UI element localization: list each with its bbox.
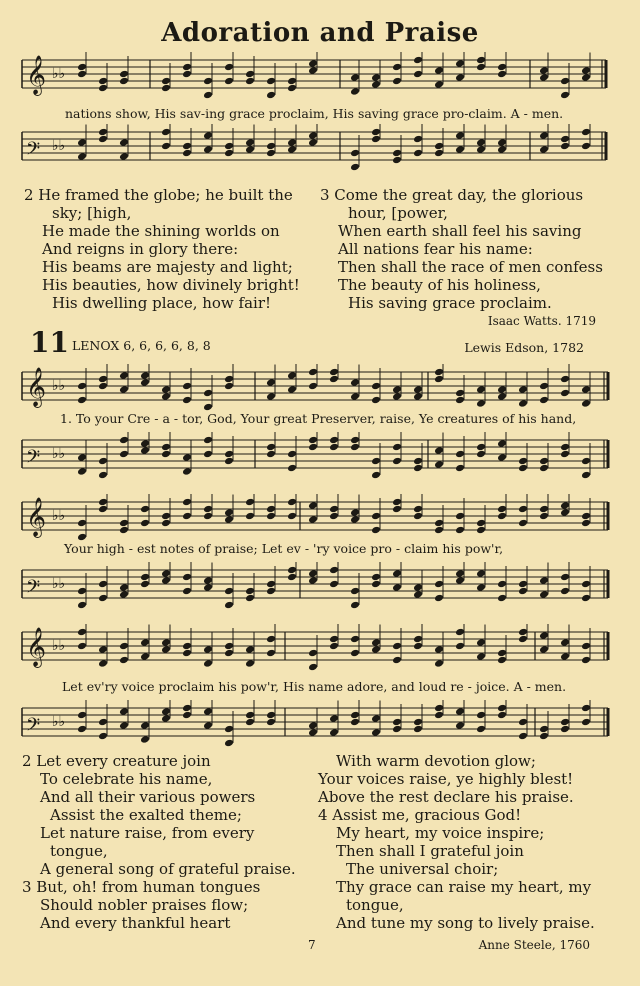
verse-line: His beams are majesty and light; (42, 258, 293, 276)
verse-line: To celebrate his name, (40, 770, 213, 788)
verse-line: A general song of grateful praise. (40, 860, 296, 878)
verse-line: He made the shining worlds on (42, 222, 280, 240)
svg-text:𝄢: 𝄢 (26, 139, 41, 164)
verse-line: And every thankful heart (40, 914, 231, 932)
verse-line: Then shall the race of men confess (338, 258, 603, 276)
verse-line: Should nobler praises flow; (40, 896, 249, 914)
hymn10-lyric-line: nations show, His sav-ing grace proclaim, His saving grace pro-claim. A - men. (65, 106, 564, 121)
hymn10-music-bass (0, 124, 640, 176)
svg-text:♭♭: ♭♭ (52, 446, 66, 462)
hymn11-verses-left (22, 752, 322, 932)
svg-text:♭♭: ♭♭ (52, 378, 66, 394)
hymn11-system2-treble (0, 494, 640, 542)
verse-line: My heart, my voice inspire; (336, 824, 545, 842)
verse-line: Thy grace can raise my heart, my (336, 878, 592, 896)
verse-line: sky; [high, (52, 204, 132, 222)
verse-line: Let nature raise, from every (40, 824, 255, 842)
hymn11-system2-bass (0, 562, 640, 612)
verse-line: 2 Let every creature join (22, 752, 211, 770)
svg-text:𝄢: 𝄢 (26, 447, 41, 472)
hymn11-lyric-line2: Your high - est notes of praise; Let ev - 'ry voice pro - claim his pow'r, (64, 541, 504, 556)
svg-text:𝄢: 𝄢 (26, 715, 41, 740)
verse-line: The universal choir; (346, 860, 499, 878)
verse-line: Your voices raise, ye highly blest! (318, 770, 574, 788)
tune-name: LENOX 6, 6, 6, 6, 8, 8 (72, 338, 211, 353)
svg-text:♭♭: ♭♭ (52, 714, 66, 730)
verse-line: His dwelling place, how fair! (52, 294, 272, 312)
hymn-number: 11 (30, 326, 69, 359)
svg-text:♭♭: ♭♭ (52, 508, 66, 524)
verse-line: With warm devotion glow; (336, 752, 536, 770)
verse-line: hour, [power, (348, 204, 448, 222)
verse-line: Assist the exalted theme; (50, 806, 242, 824)
page-number: 7 (308, 938, 316, 952)
svg-text:♭♭: ♭♭ (52, 576, 66, 592)
hymn11-lyric-line1: 1. To your Cre - a - tor, God, Your great Preserver, raise, Ye creatures of his hand, (60, 411, 577, 426)
verse-line: 2 He framed the globe; he built the (24, 186, 293, 204)
verse-line: The beauty of his holiness, (338, 276, 541, 294)
hymn11-system1-treble (0, 364, 640, 414)
hymn11-verses-right (318, 752, 618, 932)
verse-line: And all their various powers (40, 788, 256, 806)
hymn10-verse3 (320, 186, 610, 312)
verse-line: His saving grace proclaim. (348, 294, 552, 312)
hymn11-system1-bass (0, 432, 640, 482)
svg-text:♭♭: ♭♭ (52, 138, 66, 154)
page-title: Adoration and Praise (161, 18, 479, 48)
hymn10-verse2 (24, 186, 314, 312)
verse-line: Above the rest declare his praise. (318, 788, 574, 806)
verse-line: tongue, (50, 842, 108, 860)
hymn10-author: Isaac Watts. 1719 (487, 314, 596, 328)
verse-line: When earth shall feel his saving (338, 222, 582, 240)
composer: Lewis Edson, 1782 (464, 340, 584, 355)
verse-line: And reigns in glory there: (42, 240, 239, 258)
verse-line: And tune my song to lively praise. (336, 914, 595, 932)
verse-line: 4 Assist me, gracious God! (318, 806, 522, 824)
svg-text:𝄢: 𝄢 (26, 577, 41, 602)
svg-text:𝄞: 𝄞 (26, 55, 47, 95)
svg-text:𝄞: 𝄞 (26, 627, 47, 667)
svg-text:𝄞: 𝄞 (26, 497, 47, 537)
hymn11-system3-bass (0, 700, 640, 750)
svg-text:♭♭: ♭♭ (52, 66, 66, 82)
verse-line: 3 But, oh! from human tongues (22, 878, 261, 896)
hymn11-author: Anne Steele, 1760 (478, 938, 590, 952)
verse-line: His beauties, how divinely bright! (42, 276, 300, 294)
verse-line: tongue, (346, 896, 404, 914)
svg-text:𝄞: 𝄞 (26, 367, 47, 407)
verse-line: All nations fear his name: (338, 240, 533, 258)
hymn11-lyric-line3: Let ev'ry voice proclaim his pow'r, His name adore, and loud re - joice. A - men. (62, 679, 567, 694)
svg-text:♭♭: ♭♭ (52, 638, 66, 654)
hymn10-music-treble (0, 52, 640, 104)
hymn11-system3-treble (0, 624, 640, 672)
verse-line: 3 Come the great day, the glorious (320, 186, 584, 204)
verse-line: Then shall I grateful join (336, 842, 524, 860)
